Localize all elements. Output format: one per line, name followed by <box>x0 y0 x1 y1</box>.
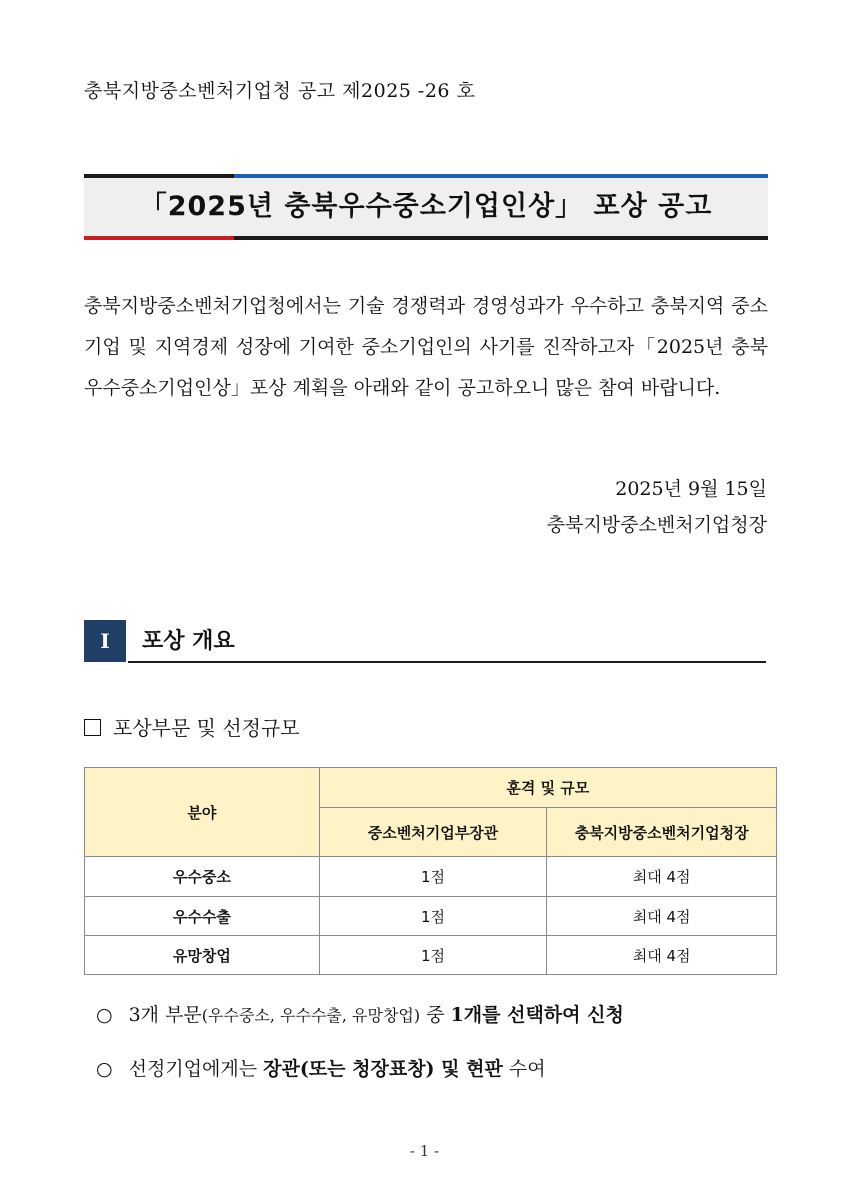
bullet-item-1: ○ 3개 부문(우수중소, 우수수출, 유망창업) 중 1개를 선택하여 신청 <box>96 1004 624 1026</box>
section-title: 포상 개요 <box>142 629 235 654</box>
award-table <box>84 767 777 975</box>
page-number: - 1 - <box>409 1142 440 1160</box>
subheading <box>84 712 300 741</box>
table-cell-category: 우수수출 <box>85 897 320 936</box>
table-header-minister: 중소벤처기업부장관 <box>319 808 547 857</box>
title-bottom-bar-black <box>234 236 768 240</box>
table-row <box>85 936 777 975</box>
bullet-circle-icon: ○ <box>96 1058 113 1080</box>
table-cell-office: 최대 4점 <box>547 936 777 975</box>
issuer-name: 충북지방중소벤처기업청장 <box>546 514 767 536</box>
table-header-office: 충북지방중소벤처기업청장 <box>547 808 777 857</box>
title-banner <box>84 174 768 240</box>
table-cell-category: 우수중소 <box>85 857 320 897</box>
table-header-group: 훈격 및 규모 <box>319 768 776 808</box>
table-cell-minister: 1점 <box>319 857 547 897</box>
notice-date: 2025년 9월 15일 <box>615 478 767 500</box>
intro-paragraph: 충북지방중소벤처기업청에서는 기술 경쟁력과 경영성과가 우수하고 충북지역 중소기업 및 지역경제 성장에 기여한 중소기업인의 사기를 진작하고자「2025년 충북우수중소기업인상」포상 계획을 아래와 같이 공고하오니 많은 참여 바랍니다. <box>84 295 768 399</box>
title-bottom-bar-red <box>84 236 234 240</box>
table-cell-minister: 1점 <box>319 897 547 936</box>
bullet-circle-icon: ○ <box>96 1004 113 1026</box>
table-cell-office: 최대 4점 <box>547 897 777 936</box>
table-row <box>85 897 777 936</box>
checkbox-square-icon <box>84 719 101 736</box>
subheading-text: 포상부문 및 선정규모 <box>113 716 300 740</box>
table-cell-minister: 1점 <box>319 936 547 975</box>
notice-number: 충북지방중소벤처기업청 공고 제2025 -26 호 <box>84 80 476 102</box>
table-header-category: 분야 <box>85 768 320 857</box>
section-divider <box>128 661 766 663</box>
document-title: 「2025년 충북우수중소기업인상」 포상 공고 <box>139 191 713 222</box>
table-cell-office: 최대 4점 <box>547 857 777 897</box>
section-number-badge: I <box>84 620 126 662</box>
bullet-item-2: ○ 선정기업에게는 장관(또는 청장표창) 및 현판 수여 <box>96 1058 546 1080</box>
table-cell-category: 유망창업 <box>85 936 320 975</box>
table-row <box>85 857 777 897</box>
